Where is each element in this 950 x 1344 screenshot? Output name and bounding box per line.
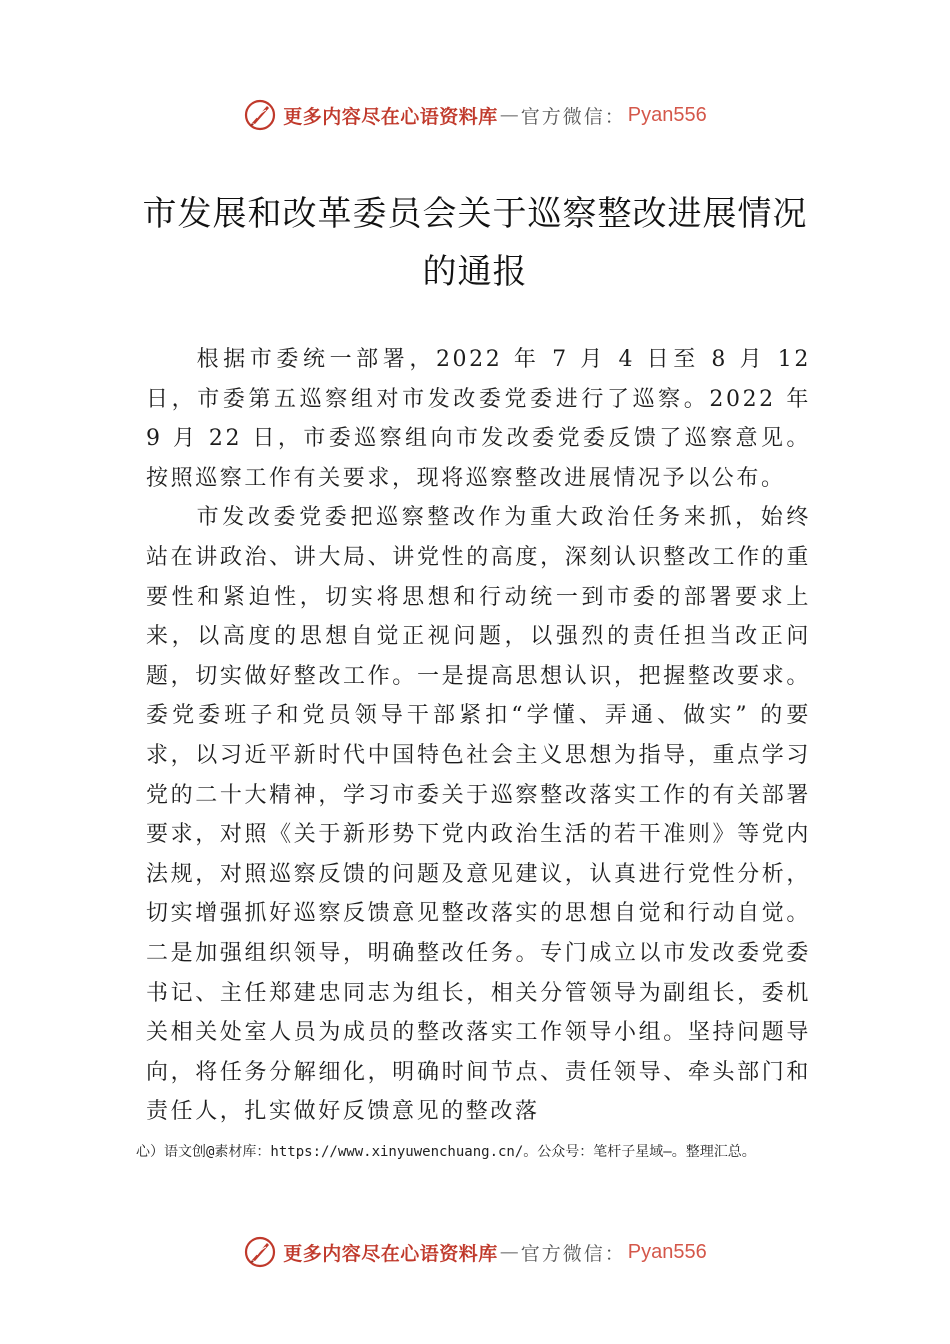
header-banner [0,95,950,135]
body-paragraph-1: 根据市委统一部署，2022 年 7 月 4 日至 8 月 12 日，市委第五巡察组对市发改委党委进行了巡察。2022 年 9 月 22 日，市委巡察组向市发改委党委反馈了巡察意见。按照巡察工作有关要求，现将巡察整改进展情况予以公布。 [146,347,811,491]
body-paragraph-2: 市发改委党委把巡察整改作为重大政治任务来抓，始终站在讲政治、讲大局、讲党性的高度，深刻认识整改工作的重要性和紧迫性，切实将思想和行动统一到市委的部署要求上来，以高度的思想自觉正视问题，以强烈的责任担当改正问题，切实做好整改工作。一是提高思想认识，把握整改要求。委党委班子和党员领导干部紧扣“学懂、弄通、做实” 的要求，以习近平新时代中国特色社会主义思想为指导，重点学习党的二十大精神，学习市委关于巡察整改落实工作的有关部署要求，对照《关于新形势下党内政治生活的若干准则》等党内法规，对照巡察反馈的问题及意见建议，认真进行党性分析，切实增强抓好巡察反馈意见整改落实的思想自觉和行动自觉。二是加强组织领导，明确整改任务。专门成立以市发改委党委书记、主任郑建忠同志为组长，相关分管领导为副组长，委机关相关处室人员为成员的整改落实工作领导小组。坚持问题导向，将任务分解细化，明确时间节点、责任领导、牵头部门和责任人，扎实做好反馈意见的整改落 [146,505,811,1125]
quill-pen-logo-icon [243,1235,277,1269]
banner-brand-text: 更多内容尽在心语资料库 [283,1242,498,1265]
footer-banner [0,1232,950,1272]
banner-brand-text: 更多内容尽在心语资料库 [283,105,498,128]
banner-wechat-id: Pyan556 [627,103,707,126]
banner-separator: — [499,1241,519,1263]
banner-wechat-label: 官方微信： [520,1242,626,1265]
banner-wechat-label: 官方微信： [520,105,626,128]
document-body [146,340,811,1132]
banner-wechat-id: Pyan556 [627,1240,707,1263]
banner-separator: — [499,104,519,126]
quill-pen-logo-icon [243,98,277,132]
document-title: 市发展和改革委员会关于巡察整改进展情况的通报 [142,194,808,292]
source-footnote: 心）语文创@素材库：https://www.xinyuwenchuang.cn/。公众号：笔杆子星域—。整理汇总。 [136,1144,756,1160]
